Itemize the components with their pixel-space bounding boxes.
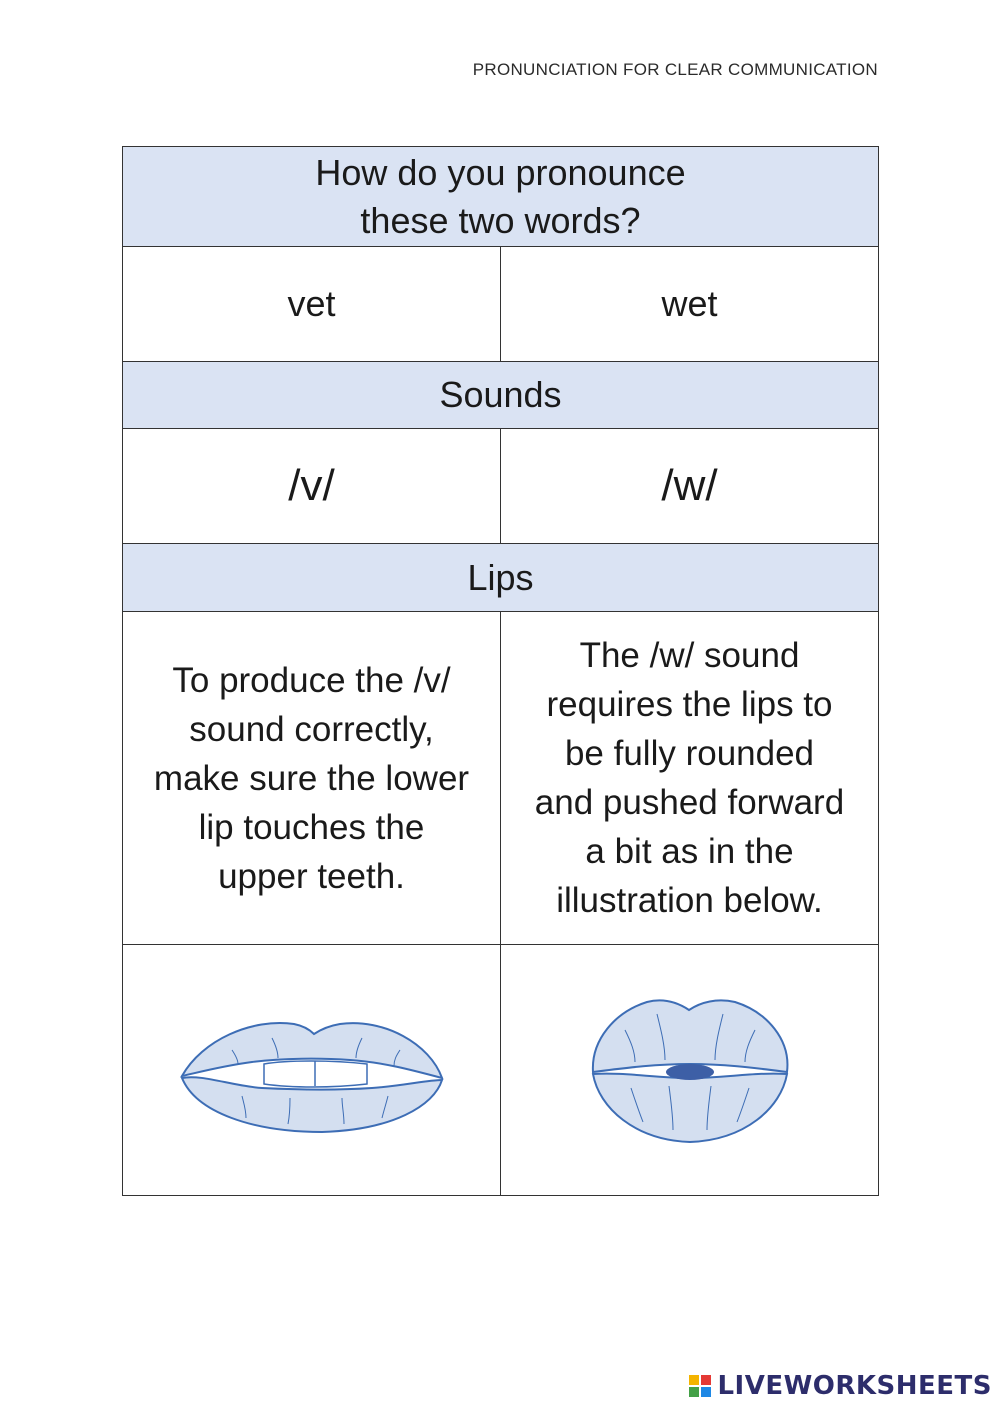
description-v-line: sound correctly,	[189, 709, 434, 749]
question-band	[123, 147, 878, 246]
lips-band	[123, 544, 878, 611]
description-v-line: make sure the lower	[153, 758, 470, 798]
question-line-1: How do you pronounce	[315, 151, 686, 193]
word-vet: vet	[287, 283, 336, 324]
description-w-line: illustration below.	[556, 881, 823, 920]
description-w-line: requires the lips to	[546, 685, 833, 724]
illustrations-row	[123, 945, 878, 1195]
illustration-cell-right	[501, 945, 878, 1195]
brand-name: LIVEWORKSHEETS	[717, 1371, 992, 1401]
word-cell-right	[501, 247, 878, 361]
liveworksheets-logo[interactable]	[689, 1371, 992, 1401]
description-w-line: be fully rounded	[564, 734, 815, 773]
sounds-band	[123, 362, 878, 428]
description-w-line: The /w/ sound	[579, 636, 800, 675]
description-v-line: To produce the /v/	[172, 660, 451, 700]
sounds-heading: Sounds	[439, 374, 562, 415]
description-w	[527, 631, 852, 925]
description-cell-right	[501, 612, 878, 944]
description-cell-left	[123, 612, 501, 944]
description-v-line: lip touches the	[198, 807, 425, 847]
word-cell-left	[123, 247, 501, 361]
descriptions-row	[123, 612, 878, 944]
description-w-line: and pushed forward	[534, 783, 845, 822]
sound-w: /w/	[661, 461, 718, 510]
header-title: PRONUNCIATION FOR CLEAR COMMUNICATION	[472, 60, 878, 79]
illustration-cell-left	[123, 945, 501, 1195]
lips-w-icon	[585, 990, 795, 1150]
sound-cell-left	[123, 429, 501, 543]
lips-v-icon	[172, 1000, 452, 1140]
pronunciation-table	[122, 146, 879, 1196]
sounds-row	[123, 429, 878, 543]
sound-v: /v/	[288, 461, 335, 510]
liveworksheets-logo-icon	[689, 1375, 711, 1397]
description-v	[146, 656, 477, 901]
words-row	[123, 247, 878, 361]
question-line-2: these two words?	[360, 199, 641, 241]
sound-cell-right	[501, 429, 878, 543]
question-text	[315, 149, 685, 245]
description-w-line: a bit as in the	[585, 832, 794, 871]
description-v-line: upper teeth.	[218, 856, 405, 896]
lips-heading: Lips	[467, 556, 534, 598]
word-wet: wet	[661, 283, 718, 324]
